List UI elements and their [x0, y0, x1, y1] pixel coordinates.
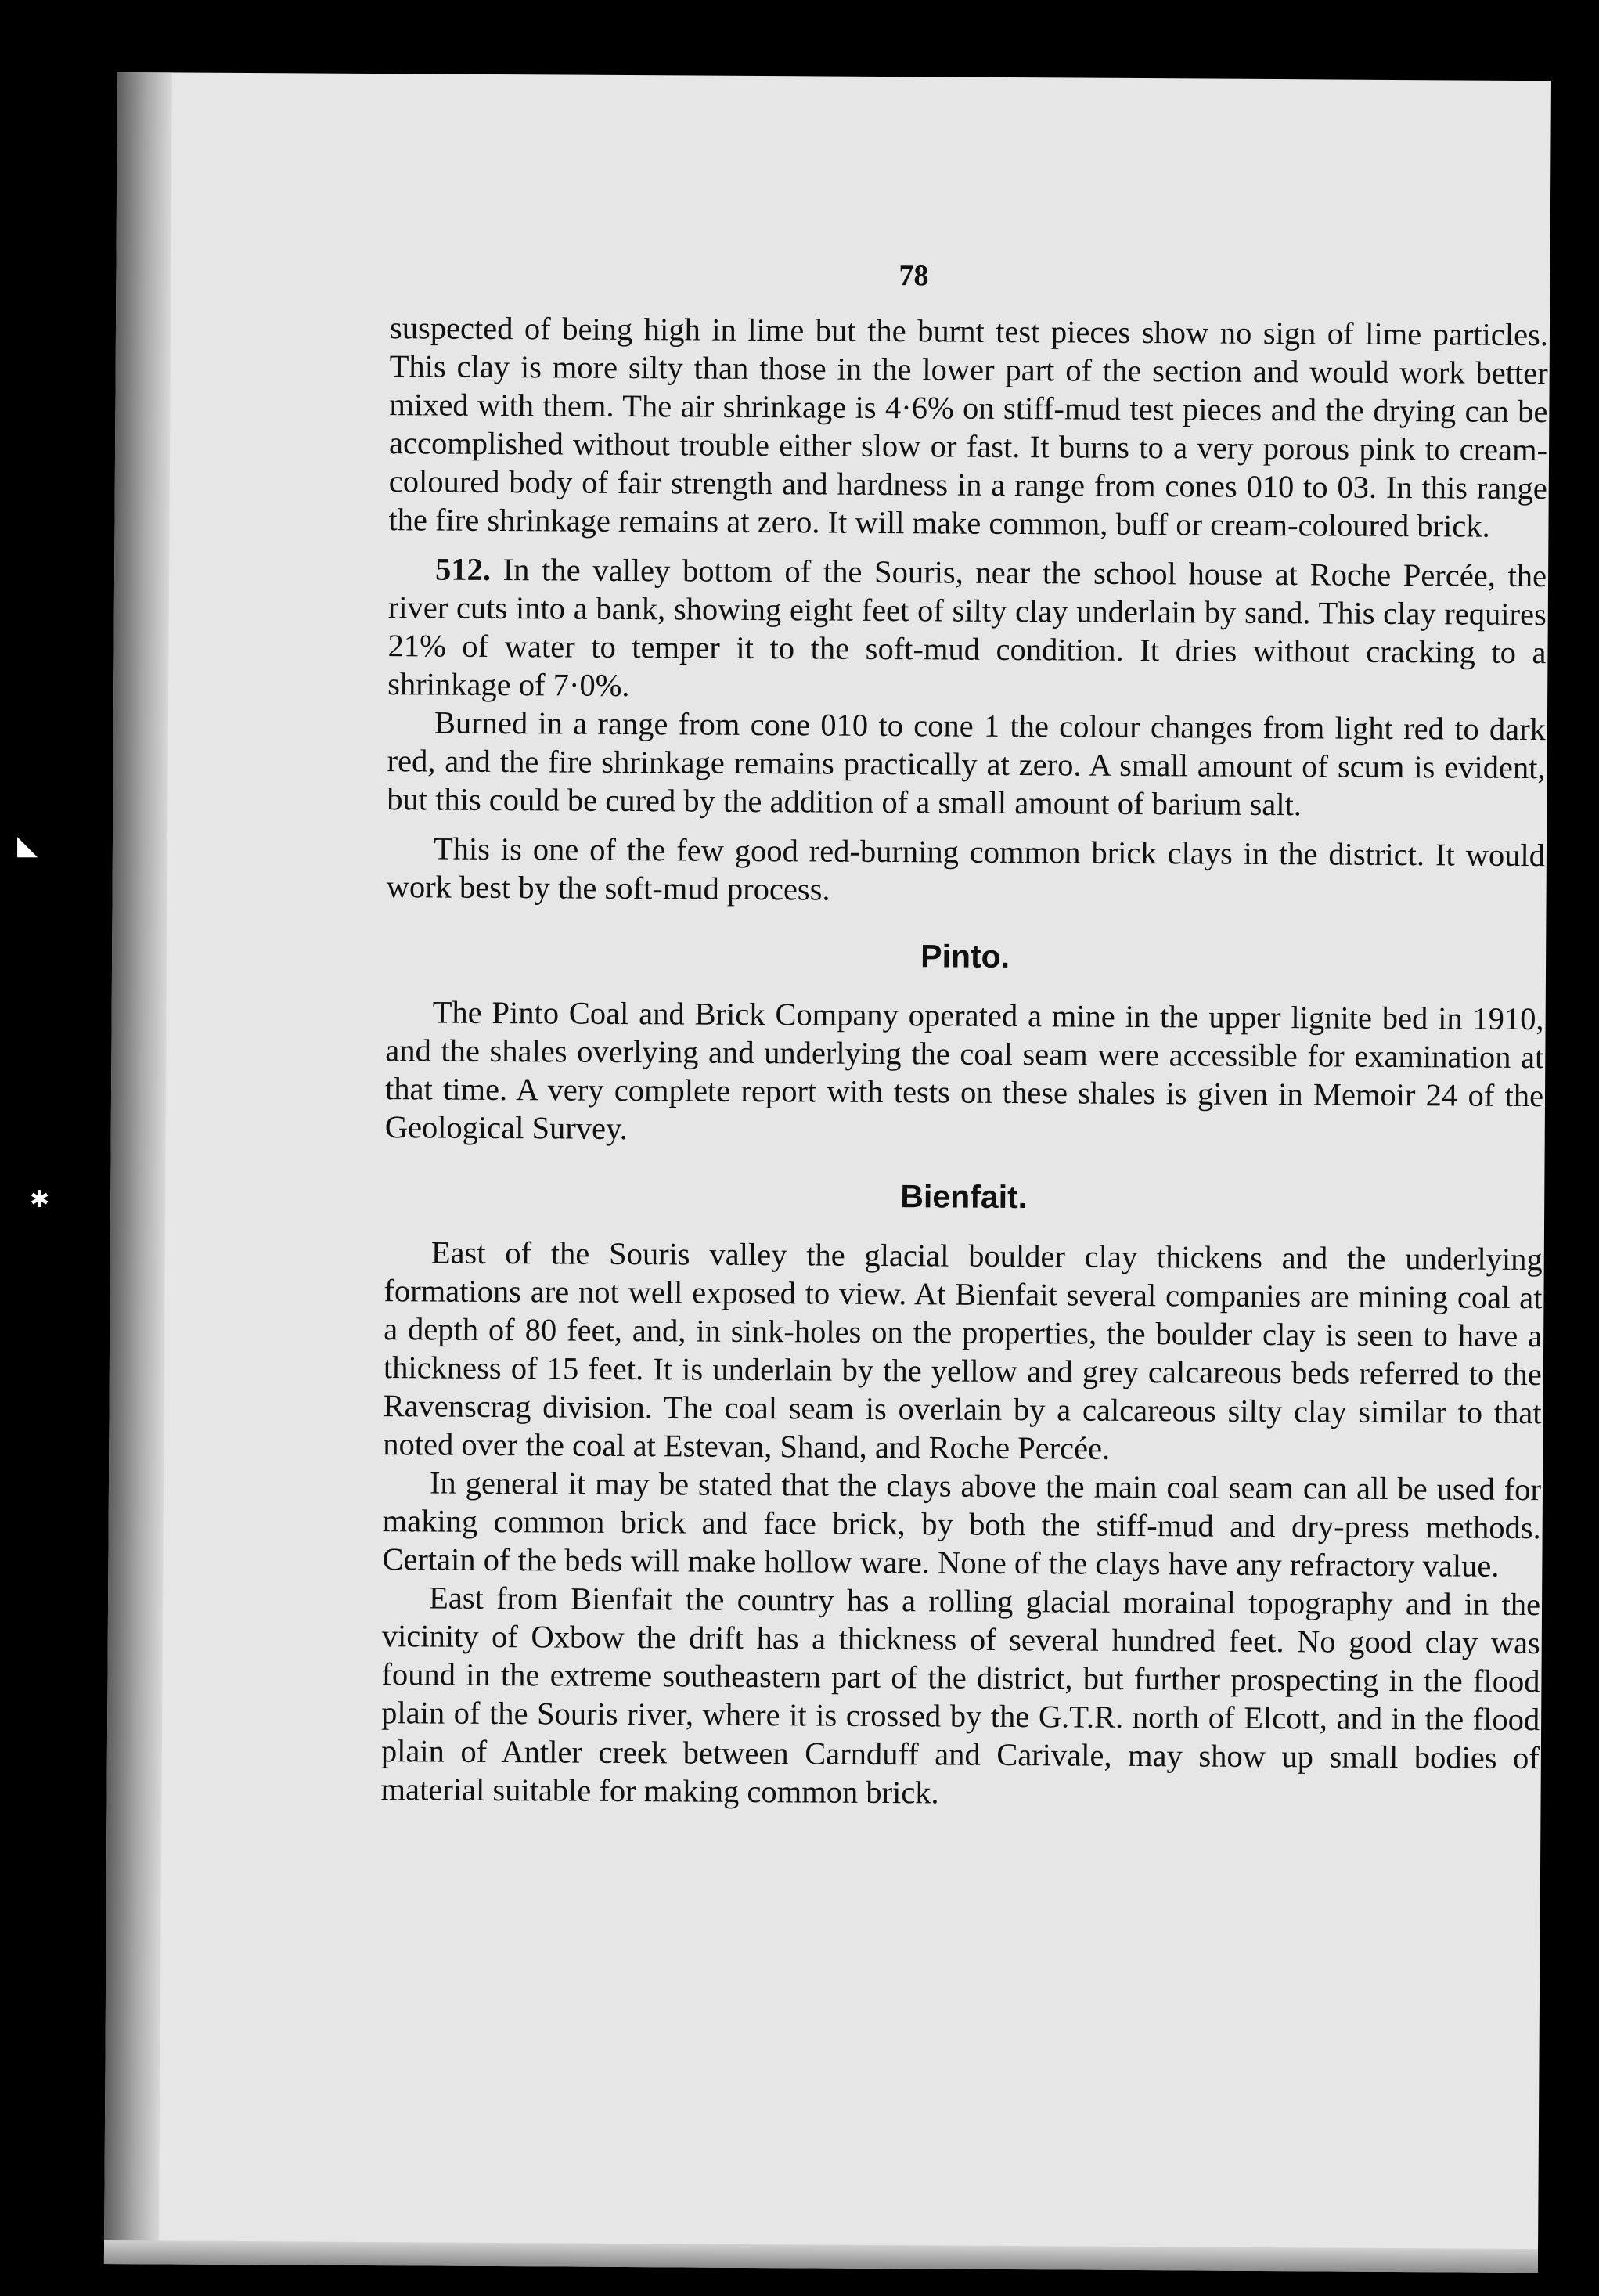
paragraph: The Pinto Coal and Brick Company operated a mine in the upper lignite bed in 1910, and the shales overlying and underlying the coal seam were accessible for examination at that time. A very complete report with tests on these shales is given in Memoir 24 of the Geological Survey.: [384, 994, 1544, 1147]
paragraph: suspected of being high in lime but the burnt test pieces show no sign of lime particles. This clay is more silty than those in the lower part of the section and would work better mixed with them. The air shrinkage is 4·6% on stiff-mud test pieces and the drying can be accomplished without trouble either slow or fast. It burns to a very porous pink to cream-coloured body of fair strength and hardness in a range from cones 010 to 03. In this range the fire shrinkage remains at zero. It will make common, buff or cream-coloured brick.: [388, 310, 1549, 544]
paragraph: East of the Souris valley the glacial boulder clay thickens and the underlying formations are not well exposed to view. At Bienfait several companies are mining coal at a depth of 80 feet, and, in sink-holes on the properties, the boulder clay is seen to have a thickness of 15 feet. It is underlain by the yellow and grey calcareous beds referred to the Ravenscrag division. The coal seam is overlain by a calcareous silty clay similar to that noted over the coal at Estevan, Shand, and Roche Percée.: [383, 1235, 1543, 1466]
scan-speck: ✱: [30, 1186, 50, 1213]
paragraph: Burned in a range from cone 010 to cone 1 the colour changes from light red to dark red, and the fire shrinkage remains practically at zero. A small amount of scum is evident, but this could be cured by the addition of a small amount of barium salt.: [387, 705, 1547, 823]
paragraph: This is one of the few good red-burning common brick clays in the district. It would work best by the soft-mud process.: [386, 831, 1546, 907]
paragraph: East from Bienfait the country has a rolling glacial morainal topography and in the vicinity of Oxbow the drift has a thickness of several hundred feet. No good clay was found in the extreme southeastern part of the district, but further prospecting in the flood plain of the Souris river, where it is crossed by the G.T.R. north of Elcott, and in the flood plain of Antler creek between Carnduff and Carivale, may show up small bodies of material suitable for making common brick.: [380, 1580, 1541, 1811]
scanned-page: [104, 72, 1551, 2273]
page-bottom-edge: [104, 2240, 1538, 2273]
sample-text: In the valley bottom of the Souris, near the school house at Roche Percée, the river cuts into a bank, showing eight feet of silty clay underlain by sand. This clay requires 21% of water to temper it to the soft-mud condition. It dries without cracking to a shrinkage of 7·0%.: [387, 552, 1547, 704]
page-body: [380, 308, 1548, 1815]
scan-speck: ◣: [17, 830, 38, 861]
sample-number: 512.: [434, 551, 492, 587]
sample-512-paragraph: [387, 550, 1547, 710]
page-number: 78: [899, 259, 929, 293]
section-heading-pinto: Pinto.: [920, 938, 1010, 975]
binding-shadow: [104, 72, 172, 2264]
paragraph: In general it may be stated that the clays above the main coal seam can all be used for making common brick and face brick, by both the stiff-mud and dry-press methods. Certain of the beds will make hollow ware. None of the clays have any refractory value.: [382, 1465, 1542, 1584]
section-heading-bienfait: Bienfait.: [900, 1178, 1028, 1216]
